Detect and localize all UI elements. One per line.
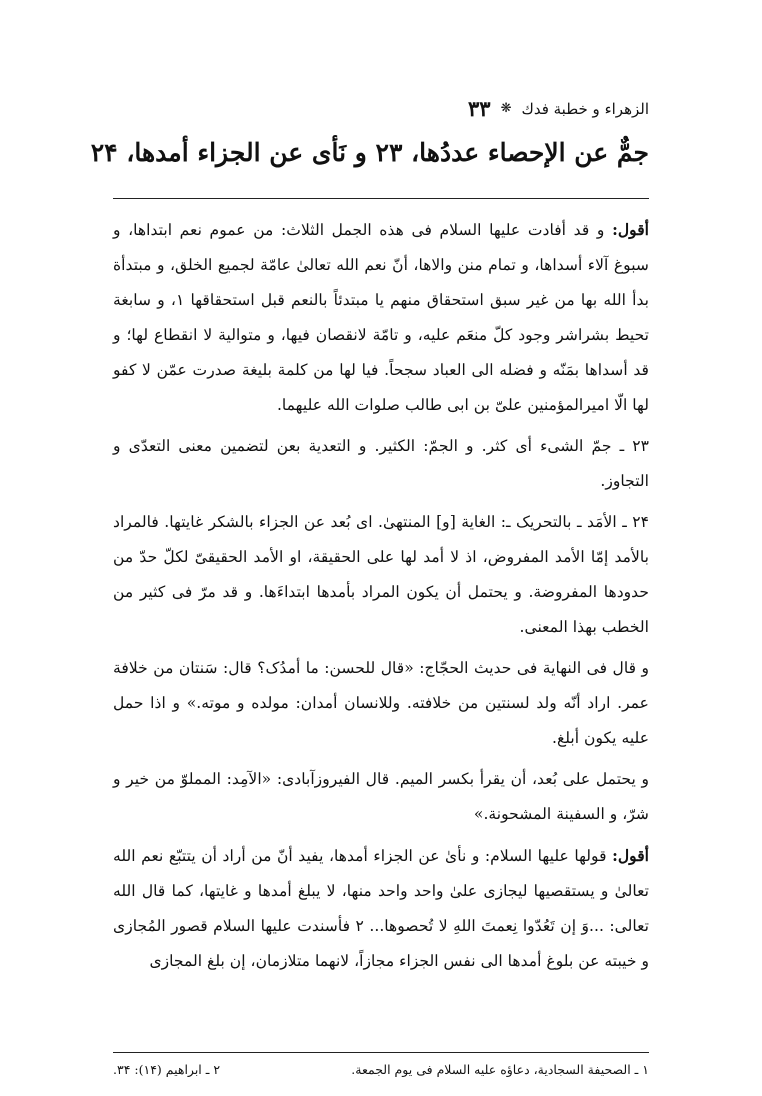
paragraph-text: و قال فی النهاية فی حديث الحجّاج: «قال للحسن: ما أمدُک؟ قال: سَنتان من خلافة عمر. اراد أنّه ولد لسنتين من خلافته. وللانسان أمدان: مولده و موته.» و اذا حمل عليه يكون أبلغ. <box>113 659 649 747</box>
paragraph-text: قولها عليها السلام: و نأیٰ عن الجزاء أمدها، يفيد أنّ من أراد أن يتتبّع نعم الله تعالیٰ و يستقصيها ليجازی علیٰ واحد واحد منها، لا يبلغ أمدها و غايتها، كما قال الله تعالى: ...وَ إن تَعُدّوا نِعمتَ اللهِ لا تُحصوها... ۲ فأسندت عليها السلام قصور المُجازی و خيبته عن بلوغ أمدها الى نفس الجزاء مجازاً، لانهما متلازمان، إن بلغ المجازی <box>113 847 649 970</box>
footnotes <box>113 1062 649 1077</box>
ornament-separator: ❋ <box>500 101 512 116</box>
sermon-text-line: جمٌّ عن الإحصاء عددُها، ۲۳ و نَأى عن الجزاء أمدها، ۲۴ <box>90 138 649 167</box>
paragraph-lead: أقول: <box>612 220 649 239</box>
footnote-1: ۱ ـ الصحيفة السجادية، دعاؤه عليه السلام فی يوم الجمعة. <box>351 1062 649 1077</box>
paragraph <box>113 505 649 645</box>
paragraph <box>113 429 649 499</box>
commentary-body <box>113 212 649 985</box>
paragraph-text: ۲۳ ـ جمّ الشیء أی كثر. و الجمّ: الكثير. و التعدية بعن لتضمين معنى التعدّی و التجاوز. <box>113 437 649 490</box>
divider-bottom <box>113 1052 649 1053</box>
paragraph <box>113 212 649 423</box>
divider-top <box>113 198 649 199</box>
paragraph-text: و قد أفادت عليها السلام فى هذه الجمل الثلاث: من عموم نعم ابتداها، و سبوغ آلاء أسداها، و تمام منن والاها، أنّ نعم الله تعالیٰ عامّة لجميع الخلق، و مبتدأة بدأ الله بها من غير سبق استحقاق منهم يا مبتدئاً بالنعم قبل استحقاقها ۱، و سابغة تحيط بشراشر وجود كلّ منعَم عليه، و تامّة لانقصان فيها، و متوالية لا انقطاع لها؛ و قد أسداها بمَنّه و فضله الى العباد سجحاً. فيا لها من كلمة بليغة صدرت عمّن لا كفو لها الّا اميرالمؤمنين علیّ بن ابی طالب صلوات الله عليهما. <box>113 221 649 414</box>
paragraph-text: و يحتمل علی بُعد، أن يقرأ بكسر الميم. قال الفيروزآبادی: «الآمِد: المملوّ من خير و شرّ، و السفينة المشحونة.» <box>113 770 649 823</box>
footnote-2: ۲ ـ ابراهيم (۱۴): ۳۴. <box>113 1062 221 1077</box>
book-title: الزهراء و خطبة فدك <box>521 99 649 118</box>
running-head <box>468 96 649 121</box>
page-number: ۳۳ <box>468 96 491 121</box>
paragraph-text: ۲۴ ـ الأمَد ـ بالتحريک ـ: الغاية [و] المنتهیٰ. ای بُعد عن الجزاء بالشكر غايتها. فالمراد بالأمد إمّا الأمد المفروض، اذ لا أمد لها علی الحقيقة، او الأمد الحقيقیّ لكلّ حدّ من حدودها المفروضة. و يحتمل أن يكون المراد بأمدها ابتداءَها. و قد مرّ فی كثير من الخطب بهذا المعنى. <box>113 513 649 636</box>
paragraph-lead: أقول: <box>612 846 649 865</box>
paragraph <box>113 762 649 832</box>
paragraph <box>113 838 649 979</box>
paragraph <box>113 651 649 756</box>
